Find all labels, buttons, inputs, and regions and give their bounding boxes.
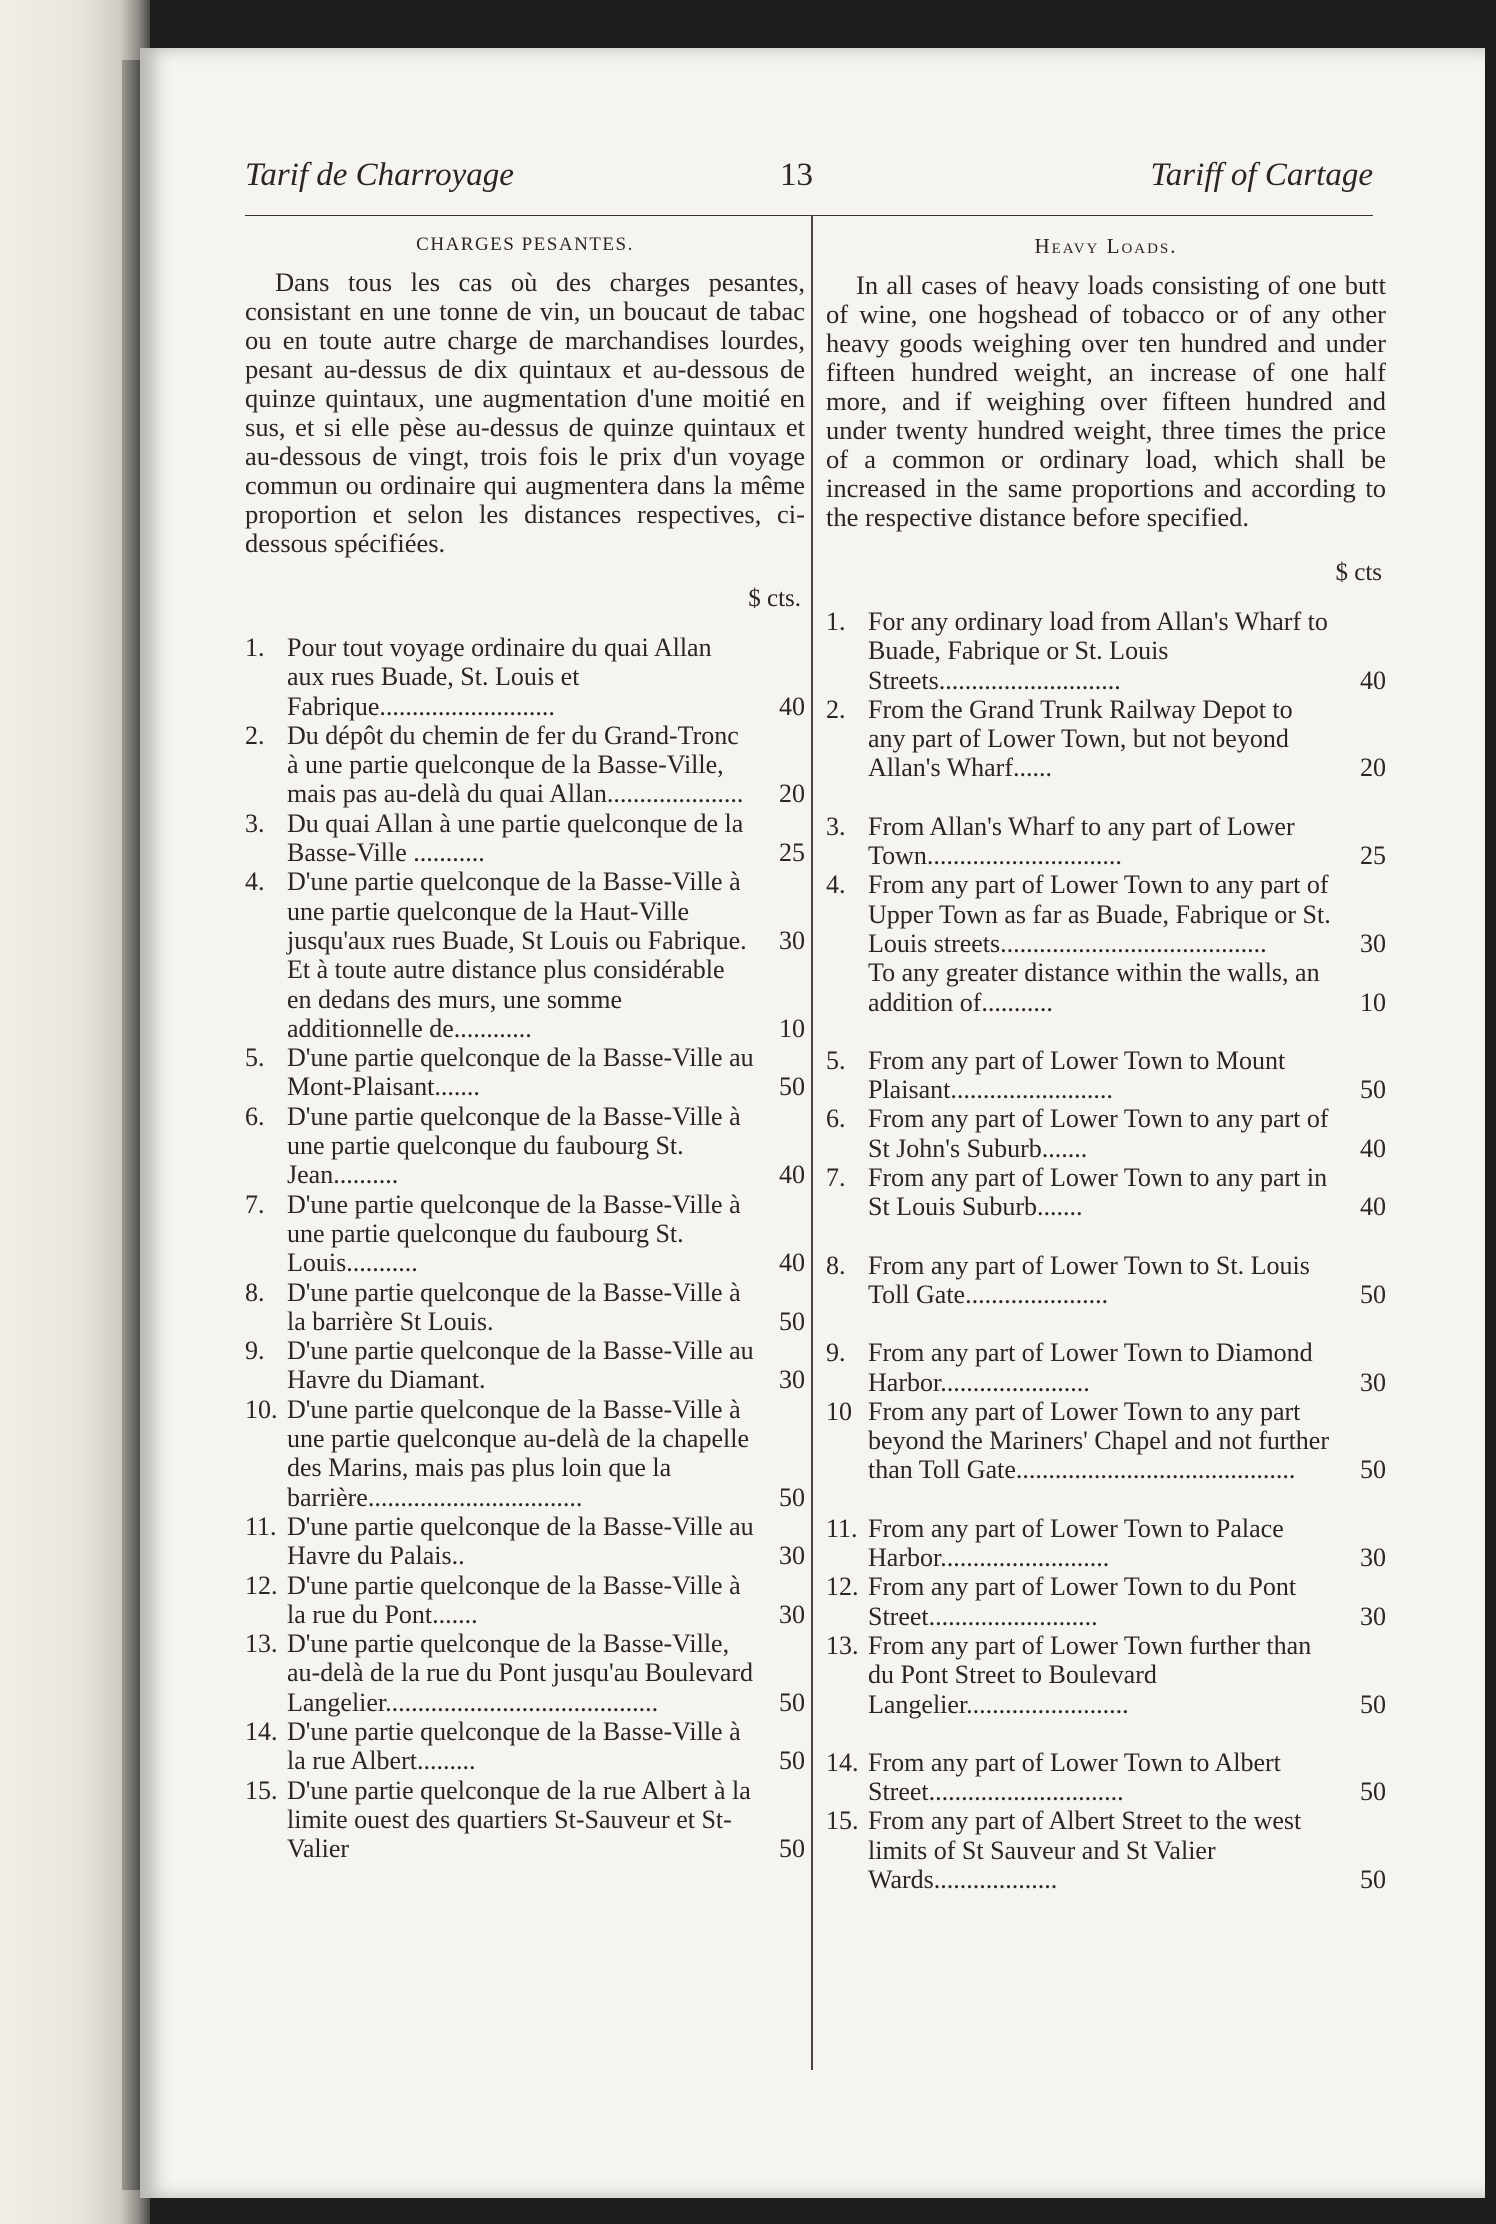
item-price: 40	[1360, 1192, 1386, 1222]
item-number: 9.	[245, 1336, 265, 1366]
item-description: From any part of Lower Town to du Pont Street..........................	[868, 1572, 1297, 1631]
tariff-item	[826, 1748, 1386, 1807]
item-number: 15.	[826, 1806, 859, 1836]
item-price: 25	[1360, 841, 1386, 871]
french-currency-header: $ cts.	[748, 585, 801, 612]
item-price: 40	[1360, 665, 1386, 695]
running-header	[245, 155, 1373, 216]
english-tariff-list	[826, 607, 1386, 1894]
item-extra-description: To any greater distance within the walls, an addition of...........	[868, 958, 1320, 1017]
tariff-item	[245, 1043, 805, 1102]
item-price: 50	[779, 1072, 805, 1102]
item-price: 30	[779, 925, 805, 955]
tariff-item	[245, 1512, 805, 1571]
item-number: 15.	[245, 1775, 278, 1805]
item-description: From any part of Albert Street to the west limits of St Sauveur and St Valier Wards...................	[868, 1806, 1302, 1894]
item-number: 12.	[826, 1572, 859, 1602]
page-number: 13	[780, 157, 813, 193]
english-section-title: Heavy Loads.	[1034, 234, 1178, 258]
item-number: 9.	[826, 1338, 846, 1368]
tariff-item	[245, 1717, 805, 1776]
item-price: 50	[779, 1306, 805, 1336]
item-description: From any part of Lower Town to any part of Upper Town as far as Buade, Fabrique or St. Louis streets.........................................	[868, 870, 1331, 958]
item-description: From any part of Lower Town to Albert Street..............................	[868, 1747, 1281, 1807]
item-price: 50	[1360, 1075, 1386, 1105]
item-number: 8.	[826, 1250, 846, 1280]
item-number: 3.	[826, 811, 846, 841]
item-price: 40	[1360, 1133, 1386, 1163]
item-price: 50	[1360, 1455, 1386, 1485]
item-number: 4.	[245, 867, 265, 897]
item-price: 50	[779, 1482, 805, 1512]
item-description: D'une partie quelconque de la Basse-Ville à la rue du Pont.......	[287, 1570, 741, 1629]
tariff-item	[826, 1397, 1386, 1485]
item-number: 6.	[245, 1101, 265, 1131]
tariff-item	[826, 1338, 1386, 1397]
item-number: 13.	[826, 1630, 859, 1660]
tariff-item	[245, 1571, 805, 1630]
item-description: From any part of Lower Town to any part of St John's Suburb.......	[868, 1104, 1329, 1163]
tariff-item	[245, 1278, 805, 1337]
tariff-item	[245, 721, 805, 809]
item-price: 30	[1360, 1543, 1386, 1573]
item-description: D'une partie quelconque de la Basse-Ville à une partie quelconque du faubourg St. Jean..........	[287, 1101, 741, 1190]
item-number: 1.	[826, 607, 846, 636]
french-section-title: CHARGES PESANTES.	[416, 234, 634, 255]
item-description: D'une partie quelconque de la Basse-Ville au Havre du Diamant.	[287, 1336, 754, 1395]
tariff-item	[826, 1631, 1386, 1719]
tariff-item	[826, 1163, 1386, 1222]
item-price: 25	[779, 838, 805, 868]
item-number: 5.	[245, 1043, 265, 1073]
tariff-item	[245, 809, 805, 868]
item-description: From any part of Lower Town to any part in St Louis Suburb.......	[868, 1163, 1328, 1222]
tariff-item	[245, 1102, 805, 1190]
tariff-item	[826, 1514, 1386, 1573]
tariff-item	[245, 633, 805, 721]
item-number: 2.	[245, 720, 265, 750]
item-number: 11.	[245, 1511, 277, 1541]
item-price: 30	[779, 1541, 805, 1571]
item-description: D'une partie quelconque de la Basse-Ville au Mont-Plaisant.......	[287, 1043, 754, 1102]
item-description: From any part of Lower Town to St. Louis Toll Gate......................	[868, 1250, 1310, 1309]
item-number: 5.	[826, 1045, 846, 1075]
english-intro: In all cases of heavy loads consisting of one butt of wine, one hogshead of tobacco or of any other heavy goods weighing over ten hundred and under fifteen hundred weight, an increase of one half more, and if weighing over fifteen hundred and under twenty hundred weight, three times the price of a common or ordinary load, which shall be increased in the same proportions and according to the respective distance before specified.	[826, 270, 1386, 532]
item-price: 50	[1360, 1777, 1386, 1807]
item-description: D'une partie quelconque de la Basse-Ville à une partie quelconque au-delà de la chapelle des Marins, mais pas plus loin que la barrière.................................	[287, 1394, 749, 1512]
tariff-item	[826, 812, 1386, 871]
item-description: From any part of Lower Town to Mount Plaisant.........................	[868, 1045, 1286, 1105]
french-intro: Dans tous les cas où des charges pesantes, consistant en une tonne de vin, un boucaut de tabac ou en toute autre charge de marchandises lourdes, pesant au-dessus de dix quintaux et au-dessous de quinze quintaux, une augmentation d'une moitié en sus, et si elle pèse au-dessus de quinze quintaux et au-dessous de vingt, trois fois le prix d'un voyage commun ou ordinaire qui augmentera dans la même proportion et selon les distances respectives, ci-dessous spécifiées.	[245, 267, 805, 558]
tariff-item	[826, 1806, 1386, 1894]
item-number: 7.	[826, 1163, 846, 1193]
item-number: 2.	[826, 694, 846, 724]
item-price: 30	[1360, 928, 1386, 958]
item-description: D'une partie quelconque de la Basse-Ville à une partie quelconque de la Haut-Ville jusqu'aux rues Buade, St Louis ou Fabrique.	[287, 867, 747, 955]
item-description: Du quai Allan à une partie quelconque de la Basse-Ville ...........	[287, 808, 744, 868]
item-price: 30	[779, 1365, 805, 1395]
tariff-item	[245, 1629, 805, 1717]
item-number: 11.	[826, 1513, 858, 1543]
item-number: 13.	[245, 1629, 278, 1659]
item-extra-price: 10	[779, 1013, 805, 1043]
item-description: From Allan's Wharf to any part of Lower Town..............................	[868, 811, 1295, 871]
tariff-item	[245, 1395, 805, 1512]
tariff-item	[826, 1046, 1386, 1105]
item-description: From any part of Lower Town further than du Pont Street to Boulevard Langelier.........................	[868, 1630, 1312, 1719]
column-divider	[811, 215, 813, 2070]
item-description: D'une partie quelconque de la Basse-Ville au Havre du Palais..	[287, 1511, 754, 1571]
english-column	[826, 222, 1386, 1894]
tariff-item	[826, 1572, 1386, 1631]
item-description: D'une partie quelconque de la Basse-Ville à la barrière St Louis.	[287, 1277, 741, 1336]
header-english-title: Tariff of Cartage	[1150, 157, 1373, 193]
tariff-item	[826, 607, 1386, 695]
tariff-item	[245, 867, 805, 1043]
item-price: 30	[1360, 1601, 1386, 1631]
item-number: 14.	[826, 1747, 859, 1777]
item-description: Du dépôt du chemin de fer du Grand-Tronc à une partie quelconque de la Basse-Ville, mais pas au-delà du quai Allan.....................	[287, 720, 744, 809]
tariff-item	[245, 1336, 805, 1395]
item-price: 30	[1360, 1367, 1386, 1397]
item-description: Pour tout voyage ordinaire du quai Allan aux rues Buade, St. Louis et Fabrique...........................	[287, 633, 712, 721]
item-price: 40	[779, 1248, 805, 1278]
item-number: 10.	[245, 1394, 278, 1424]
tariff-item	[826, 1251, 1386, 1310]
item-description: From any part of Lower Town to Diamond Harbor.......................	[868, 1338, 1313, 1397]
item-number: 7.	[245, 1189, 265, 1219]
item-price: 30	[779, 1599, 805, 1629]
item-price: 50	[1360, 1279, 1386, 1309]
item-number: 10	[826, 1396, 852, 1426]
item-price: 20	[779, 779, 805, 809]
item-number: 8.	[245, 1277, 265, 1307]
item-description: D'une partie quelconque de la Basse-Ville à une partie quelconque du faubourg St. Louis...........	[287, 1189, 741, 1278]
tariff-item	[826, 695, 1386, 783]
tariff-item	[826, 1104, 1386, 1163]
item-number: 14.	[245, 1716, 278, 1746]
item-price: 40	[779, 691, 805, 721]
item-description: D'une partie quelconque de la rue Albert à la limite ouest des quartiers St-Sauveur et St-Valier	[287, 1775, 751, 1864]
item-price: 20	[1360, 753, 1386, 783]
item-price: 50	[779, 1746, 805, 1776]
item-number: 6.	[826, 1104, 846, 1134]
item-description: From any part of Lower Town to any part beyond the Mariners' Chapel and not further than Toll Gate...........................................	[868, 1396, 1329, 1485]
item-price: 50	[779, 1687, 805, 1717]
tariff-item	[826, 870, 1386, 1016]
item-extra-description: Et à toute autre distance plus considérable en dedans des murs, une somme additionnelle de............	[287, 955, 725, 1043]
item-price: 40	[779, 1160, 805, 1190]
item-number: 12.	[245, 1570, 278, 1600]
item-description: From the Grand Trunk Railway Depot to any part of Lower Town, but not beyond Allan's Wharf......	[868, 694, 1293, 783]
item-number: 1.	[245, 633, 265, 662]
item-price: 50	[1360, 1689, 1386, 1719]
item-price: 50	[1360, 1864, 1386, 1894]
tariff-item	[245, 1190, 805, 1278]
item-number: 3.	[245, 808, 265, 838]
item-description: D'une partie quelconque de la Basse-Ville à la rue Albert.........	[287, 1716, 741, 1776]
tariff-item	[245, 1776, 805, 1864]
item-number: 4.	[826, 870, 846, 900]
header-french-title: Tarif de Charroyage	[245, 157, 514, 193]
french-tariff-list	[245, 633, 805, 1863]
item-description: D'une partie quelconque de la Basse-Ville, au-delà de la rue du Pont jusqu'au Boulevard Langelier..........................................	[287, 1629, 754, 1717]
english-currency-header: $ cts	[1335, 559, 1382, 586]
french-column	[245, 222, 805, 1863]
item-extra-price: 10	[1360, 987, 1386, 1017]
item-description: For any ordinary load from Allan's Wharf to Buade, Fabrique or St. Louis Streets............................	[868, 607, 1328, 695]
item-description: From any part of Lower Town to Palace Harbor..........................	[868, 1513, 1284, 1573]
item-price: 50	[779, 1834, 805, 1864]
